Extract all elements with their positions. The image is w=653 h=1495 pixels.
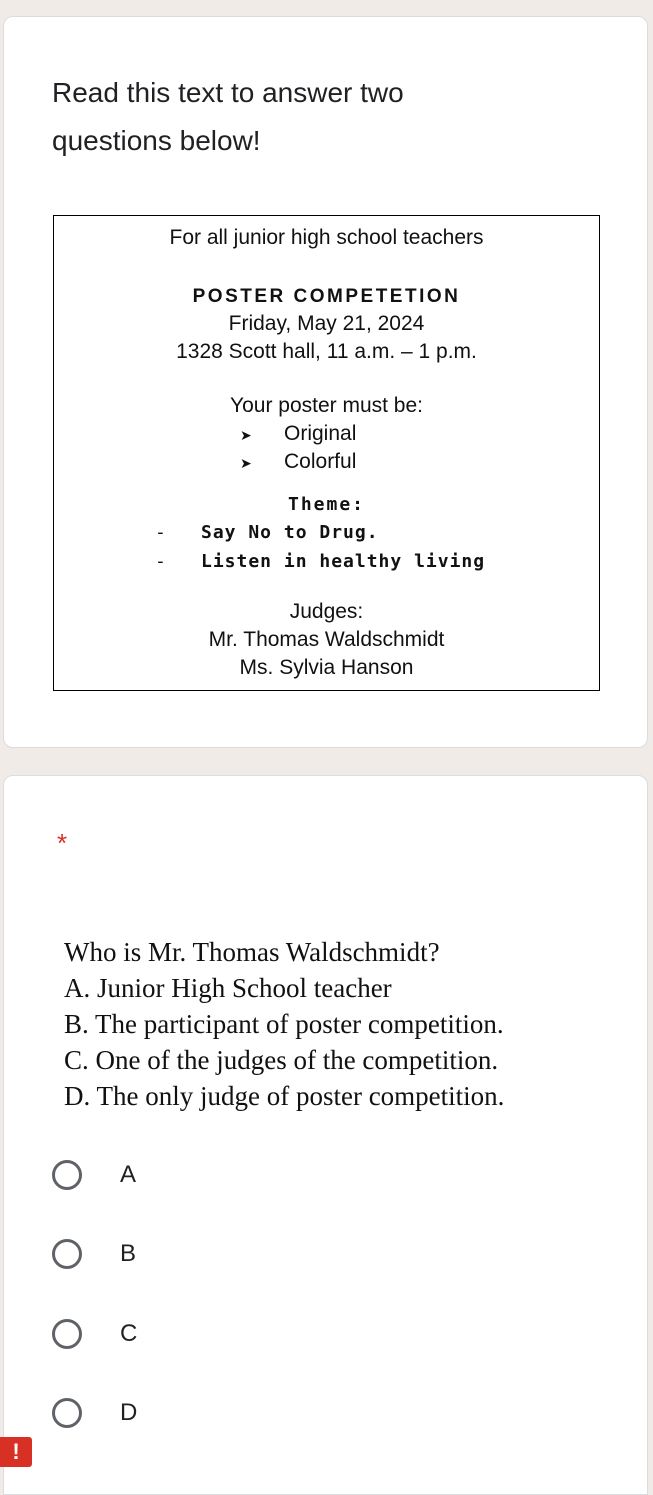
question-option-text: B. The participant of poster competition. — [64, 1009, 504, 1039]
question-option-text: D. The only judge of poster competition. — [64, 1081, 505, 1111]
radio-button-icon[interactable] — [52, 1160, 82, 1190]
question-text-block — [64, 934, 624, 1114]
choice-b[interactable] — [52, 1232, 136, 1276]
poster-theme-item: - Listen in healthy living — [155, 551, 486, 572]
poster-requirements-heading: Your poster must be: — [230, 394, 423, 417]
poster-date: Friday, May 21, 2024 — [228, 312, 425, 335]
poster-requirement-item: ➤ Original — [240, 422, 357, 445]
poster-judge: Mr. Thomas Waldschmidt — [208, 628, 445, 651]
radio-button-icon[interactable] — [52, 1319, 82, 1349]
poster-theme-heading: Theme: — [287, 494, 366, 515]
poster-audience: For all junior high school teachers — [169, 226, 484, 249]
choice-label[interactable]: A — [120, 1161, 137, 1188]
choice-label[interactable]: C — [120, 1320, 138, 1347]
poster-judges-heading: Judges: — [289, 600, 364, 623]
radio-button-icon[interactable] — [52, 1398, 82, 1428]
poster-place-time: 1328 Scott hall, 11 a.m. – 1 p.m. — [176, 340, 477, 363]
choice-label[interactable]: D — [120, 1399, 138, 1426]
question-title: Who is Mr. Thomas Waldschmidt? — [64, 937, 440, 967]
choice-label[interactable]: B — [120, 1240, 137, 1267]
choice-d[interactable] — [52, 1391, 137, 1435]
intro-card — [3, 16, 648, 748]
poster-judge: Ms. Sylvia Hanson — [239, 656, 414, 679]
poster-title: POSTER COMPETETION — [192, 286, 461, 307]
poster-theme-item: - Say No to Drug. — [155, 522, 379, 543]
question-option-text: A. Junior High School teacher — [64, 973, 392, 1003]
error-alert-icon: ! — [0, 1437, 32, 1467]
poster-requirement-item: ➤ Colorful — [240, 450, 357, 473]
poster-image — [53, 215, 600, 691]
question-option-text: C. One of the judges of the competition. — [64, 1045, 499, 1075]
question-card — [3, 775, 648, 1495]
choice-c[interactable] — [52, 1312, 137, 1356]
choice-a[interactable] — [52, 1153, 136, 1197]
radio-button-icon[interactable] — [52, 1239, 82, 1269]
required-asterisk: * — [57, 828, 68, 858]
section-description: Read this text to answer two questions below! — [52, 77, 404, 156]
arrow-bullet-icon: ➤ — [240, 455, 252, 471]
arrow-bullet-icon: ➤ — [240, 427, 252, 443]
